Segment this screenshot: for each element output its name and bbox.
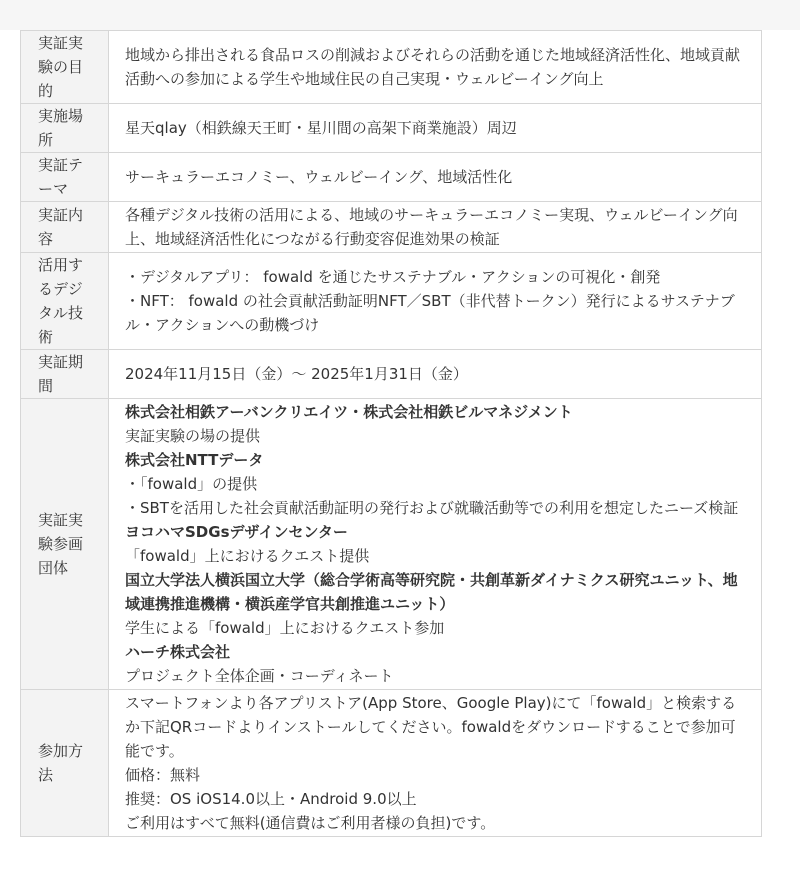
value-line: 各種デジタル技術の活用による、地域のサーキュラーエコノミー実現、ウェルビーイング向上、地域経済活性化につながる行動変容促進効果の検証 [125,206,738,248]
value-line: 実証実験の場の提供 [125,427,261,445]
organization-name: 株式会社NTTデータ [125,451,264,469]
row-value [109,202,762,253]
row-label: 実施場所 [21,104,109,153]
table-row [21,153,762,202]
organization-name: ハーチ株式会社 [125,643,231,661]
table-row [21,31,762,104]
table-row [21,690,762,837]
value-line: 価格：無料 [125,766,201,784]
value-line: プロジェクト全体企画・コーディネート [125,667,394,685]
bottom-strip [0,855,800,885]
row-label: 実証実験の目的 [21,31,109,104]
row-label: 実証実験参画団体 [21,399,109,690]
organization-name: 株式会社相鉄アーバンクリエイツ・株式会社相鉄ビルマネジメント [125,403,573,421]
row-value [109,153,762,202]
table-row [21,202,762,253]
value-line: 地域から排出される食品ロスの削減およびそれらの活動を通じた地域経済活性化、地域貢献活動への参加による学生や地域住民の自己実現・ウェルビーイング向上 [125,46,741,88]
value-line: 学生による「fowald」上におけるクエスト参加 [125,619,445,637]
organization-name: 国立大学法人横浜国立大学（総合学術高等研究院・共創革新ダイナミクス研究ユニット、地域連携推進機構・横浜産学官共創推進ユニット） [125,571,738,613]
table-row [21,253,762,350]
info-table [20,30,762,837]
value-line: ・SBTを活用した社会貢献活動証明の発行および就職活動等での利用を想定したニーズ検証 [125,499,739,517]
info-table-body [21,31,762,837]
row-label: 活用するデジタル技術 [21,253,109,350]
value-line: スマートフォンより各アプリストア(App Store、Google Play)にて「fowald」と検索するか下記QRコードよりインストールしてください。fowaldをダウンロードすることで参加可能です。 [125,694,737,760]
organization-name: ヨコハマSDGsデザインセンター [125,523,348,541]
value-line: ・デジタルアプリ： fowald を通じたサステナブル・アクションの可視化・創発 [125,268,661,286]
table-row [21,350,762,399]
value-line: 「fowald」上におけるクエスト提供 [125,547,370,565]
row-label: 実証テーマ [21,153,109,202]
table-row [21,104,762,153]
value-line: 2024年11月15日（金）～ 2025年1月31日（金） [125,365,468,383]
table-row [21,399,762,690]
value-line: 星天qlay（相鉄線天王町・星川間の高架下商業施設）周辺 [125,119,517,137]
value-line: サーキュラーエコノミー、ウェルビーイング、地域活性化 [125,168,513,186]
value-line: ・「fowald」の提供 [125,475,258,493]
row-value [109,350,762,399]
row-value [109,104,762,153]
row-label: 参加方法 [21,690,109,837]
row-value [109,31,762,104]
row-value [109,253,762,350]
value-line: ・NFT： fowald の社会貢献活動証明NFT／SBT（非代替トークン）発行によるサステナブル・アクションへの動機づけ [125,292,735,334]
row-label: 実証期間 [21,350,109,399]
row-value [109,399,762,690]
value-line: 推奨：OS iOS14.0以上・Android 9.0以上 [125,790,417,808]
row-value [109,690,762,837]
row-label: 実証内容 [21,202,109,253]
value-line: ご利用はすべて無料(通信費はご利用者様の負担)です。 [125,814,496,832]
